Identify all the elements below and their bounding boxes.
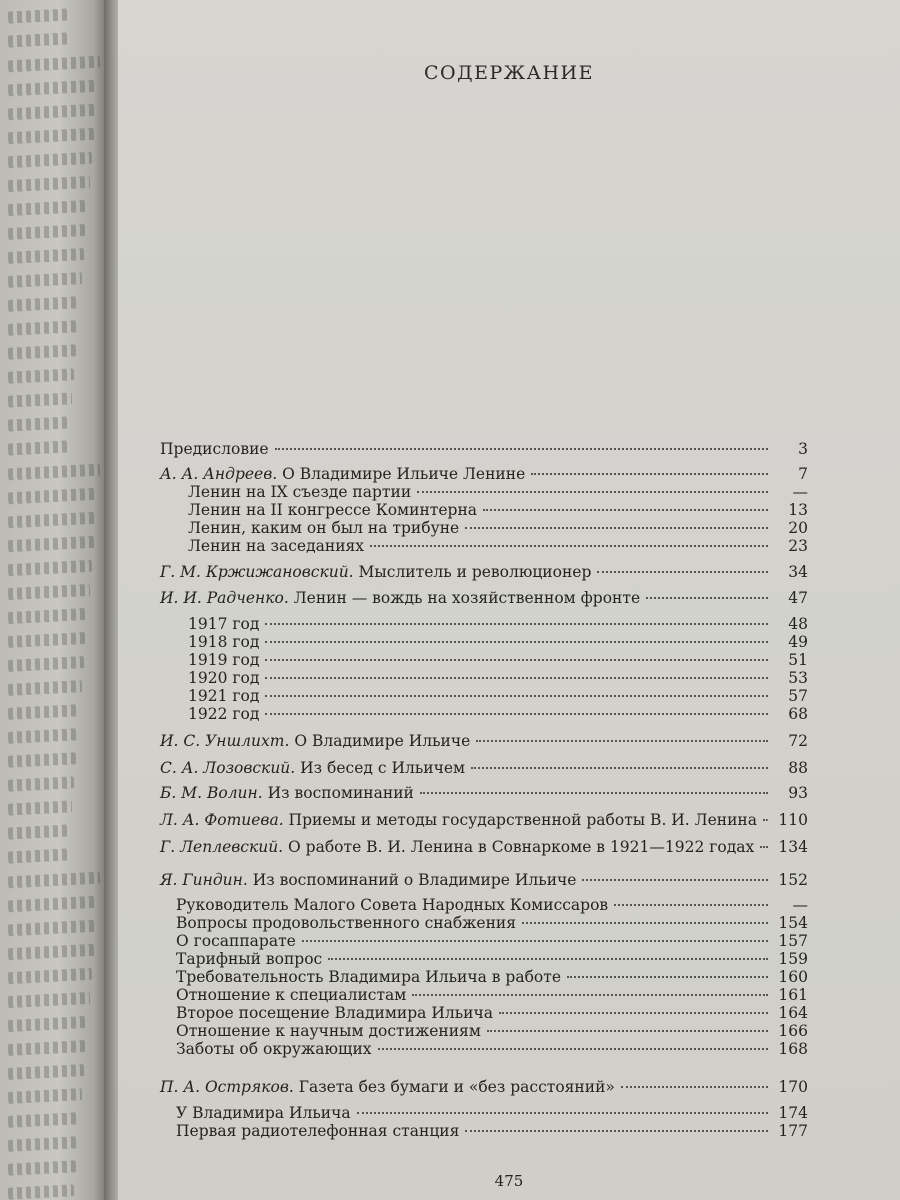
toc-entry-title	[160, 465, 525, 483]
toc-entry-text: О госаппарате	[176, 932, 296, 950]
facing-page-text-line	[8, 1016, 89, 1032]
facing-page-text-line	[8, 128, 95, 144]
toc-entry-title	[176, 914, 516, 932]
toc-entry-page: 177	[778, 1122, 808, 1140]
toc-leader-dots	[265, 694, 768, 697]
toc-leader-dots	[265, 676, 768, 679]
toc-entry	[188, 615, 808, 633]
toc-entry-page: 68	[788, 705, 808, 723]
toc-entry-text: 1922 год	[188, 705, 260, 723]
facing-page-text-line	[8, 200, 89, 216]
toc-entry-text: Ленин на заседаниях	[188, 537, 365, 555]
facing-page-text-line	[8, 512, 97, 529]
toc-entry-title	[160, 732, 470, 750]
toc-entry-page: 157	[778, 932, 808, 950]
toc-entry-author: Я. Гиндин.	[160, 871, 248, 889]
toc-entry-page: 72	[788, 732, 808, 750]
toc-entry-text: 1921 год	[188, 687, 260, 705]
toc-entry	[176, 950, 808, 968]
toc-entry-page: 20	[788, 519, 808, 537]
facing-page-text-line	[8, 896, 99, 913]
toc-entry-text: Приемы и методы государственной работы В. И. Ленина	[283, 811, 758, 829]
toc-leader-dots	[275, 447, 768, 450]
toc-entry-page: —	[792, 896, 808, 914]
toc-entry-author: С. А. Лозовский.	[160, 759, 296, 777]
toc-entry-title	[188, 519, 459, 537]
toc-entry-page: 53	[788, 669, 808, 687]
toc-entry-text: Заботы об окружающих	[176, 1040, 372, 1058]
toc-leader-dots	[597, 570, 768, 573]
toc-leader-dots	[567, 975, 768, 978]
facing-page-text-line	[8, 80, 99, 97]
toc-entry	[160, 759, 808, 777]
toc-leader-dots	[483, 508, 768, 511]
page-number: 475	[494, 1172, 524, 1190]
toc-entry-text: Из воспоминаний	[262, 784, 414, 802]
toc-entry-title	[188, 705, 259, 723]
toc-entry-page: 34	[788, 563, 808, 581]
toc-entry-text: Отношение к специалистам	[176, 986, 407, 1004]
facing-page-text-line	[8, 776, 75, 791]
toc-leader-dots	[582, 878, 768, 881]
toc-leader-dots	[465, 526, 768, 529]
toc-entry-page: 174	[778, 1104, 808, 1122]
facing-page-text-line	[8, 608, 89, 624]
toc-entry-title	[160, 440, 269, 458]
toc-entry-author: Л. А. Фотиева.	[160, 811, 284, 829]
toc-entry	[160, 784, 808, 802]
toc-leader-dots	[357, 1111, 768, 1114]
toc-leader-dots	[378, 1047, 768, 1050]
facing-page-text-line	[8, 104, 97, 121]
toc-entry-title	[176, 1122, 459, 1140]
facing-page-text-line	[8, 656, 85, 672]
toc-leader-dots	[412, 993, 768, 996]
toc-entry-title	[160, 589, 640, 607]
page-title: СОДЕРЖАНИЕ	[424, 62, 594, 84]
toc-entry-page: 170	[778, 1078, 808, 1096]
toc-leader-dots	[760, 845, 768, 848]
toc-entry-text: Газета без бумаги и «без расстояний»	[293, 1078, 615, 1096]
facing-page-text-line	[8, 728, 79, 744]
toc-entry-author: Б. М. Волин.	[160, 784, 263, 802]
toc-leader-dots	[499, 1011, 768, 1014]
facing-page-text-line	[8, 992, 91, 1008]
toc-entry-page: 159	[778, 950, 808, 968]
facing-page-text-line	[8, 56, 101, 73]
toc-entry-author: П. А. Остряков.	[160, 1078, 294, 1096]
toc-entry-page: 3	[798, 440, 808, 458]
toc-entry-page: 7	[798, 465, 808, 483]
facing-page-text-line	[8, 752, 77, 768]
toc-entry	[176, 986, 808, 1004]
toc-entry-title	[176, 932, 296, 950]
toc-entry-text: Вопросы продовольственного снабжения	[176, 914, 517, 932]
facing-page-text-line	[8, 1160, 77, 1176]
toc-leader-dots	[621, 1085, 768, 1088]
toc-entry-text: Тарифный вопрос	[176, 950, 323, 968]
table-of-contents	[118, 0, 900, 1200]
toc-entry-page: 166	[778, 1022, 808, 1040]
toc-entry-title	[176, 1040, 372, 1058]
toc-entry	[188, 651, 808, 669]
toc-entry-title	[188, 501, 477, 519]
facing-page-text-line	[8, 824, 71, 839]
facing-page-text-line	[8, 416, 71, 431]
toc-leader-dots	[420, 791, 768, 794]
toc-entry-text: 1917 год	[188, 615, 260, 633]
toc-leader-dots	[646, 596, 768, 599]
facing-page-text-line	[8, 176, 91, 192]
toc-entry-text: Ленин — вождь на хозяйственном фронте	[288, 589, 641, 607]
facing-page-text-line	[8, 584, 91, 600]
toc-entry-text: Мыслитель и революционер	[353, 563, 592, 581]
toc-entry-title	[176, 1022, 481, 1040]
facing-page-text-line	[8, 440, 69, 455]
toc-leader-dots	[265, 712, 768, 715]
contents-page	[118, 0, 900, 1200]
toc-entry	[176, 1104, 808, 1122]
toc-entry-author: И. И. Радченко.	[160, 589, 289, 607]
toc-entry-title	[160, 1078, 615, 1096]
toc-entry	[176, 1022, 808, 1040]
toc-leader-dots	[417, 490, 768, 493]
facing-page-text-line	[8, 32, 69, 47]
toc-leader-dots	[614, 903, 768, 906]
facing-page-text-line	[8, 944, 95, 960]
toc-entry-page: 160	[778, 968, 808, 986]
facing-page-text-line	[8, 632, 87, 648]
toc-entry	[188, 537, 808, 555]
facing-page-text-line	[8, 704, 81, 720]
facing-page-text-line	[8, 800, 73, 815]
toc-entry-text: Требовательность Владимира Ильича в работе	[176, 968, 561, 986]
toc-entry-title	[176, 1004, 493, 1022]
toc-entry-text: Из воспоминаний о Владимире Ильиче	[247, 871, 577, 889]
toc-entry	[160, 732, 808, 750]
toc-entry	[160, 1078, 808, 1096]
toc-entry-page: 164	[778, 1004, 808, 1022]
toc-entry-author: А. А. Андреев.	[160, 465, 278, 483]
toc-entry	[188, 519, 808, 537]
facing-page-text-line	[8, 344, 77, 360]
toc-entry	[176, 968, 808, 986]
toc-entry	[188, 705, 808, 723]
toc-entry	[160, 563, 808, 581]
toc-entry-title	[188, 537, 364, 555]
toc-entry-text: Отношение к научным достижениям	[176, 1022, 481, 1040]
toc-entry-title	[160, 811, 757, 829]
facing-page-text-line	[8, 152, 93, 168]
toc-leader-dots	[328, 957, 768, 960]
toc-leader-dots	[522, 921, 768, 924]
toc-entry-text: Первая радиотелефонная станция	[176, 1122, 460, 1140]
toc-entry-title	[160, 838, 754, 856]
toc-entry-page: 23	[788, 537, 808, 555]
toc-entry-page: 88	[788, 759, 808, 777]
facing-page-text-line	[8, 1184, 75, 1199]
facing-page-text-line	[8, 560, 93, 576]
toc-entry-text: О работе В. И. Ленина в Совнаркоме в 1921—1922 годах	[283, 838, 755, 856]
facing-page-text-line	[8, 968, 93, 984]
toc-entry-text: Второе посещение Владимира Ильича	[176, 1004, 493, 1022]
toc-entry-page: 152	[778, 871, 808, 889]
facing-page-text-line	[8, 488, 99, 505]
toc-entry	[160, 465, 808, 483]
toc-entry-author: И. С. Уншлихт.	[160, 732, 290, 750]
facing-page-text-line	[8, 1088, 83, 1104]
toc-entry-page: 49	[788, 633, 808, 651]
toc-leader-dots	[302, 939, 768, 942]
toc-entry-title	[176, 1104, 351, 1122]
toc-entry	[160, 440, 808, 458]
toc-entry	[160, 589, 808, 607]
facing-page-text-line	[8, 368, 75, 383]
toc-entry	[188, 687, 808, 705]
toc-entry	[188, 501, 808, 519]
toc-leader-dots	[487, 1029, 768, 1032]
facing-page-text-line	[8, 272, 83, 288]
facing-page-text-line	[8, 1136, 79, 1152]
toc-entry-title	[176, 950, 322, 968]
toc-leader-dots	[265, 658, 768, 661]
toc-entry-title	[188, 669, 259, 687]
facing-page-text-line	[8, 1040, 87, 1056]
toc-entry-text: О Владимире Ильиче Ленине	[277, 465, 526, 483]
toc-entry	[160, 871, 808, 889]
toc-entry-page: 134	[778, 838, 808, 856]
toc-entry-title	[160, 563, 591, 581]
toc-entry-title	[160, 759, 465, 777]
toc-entry-text: 1920 год	[188, 669, 260, 687]
toc-entry-page: 93	[788, 784, 808, 802]
facing-page	[0, 0, 106, 1200]
toc-entry-page: 168	[778, 1040, 808, 1058]
toc-leader-dots	[476, 739, 768, 742]
facing-page-text-line	[8, 1112, 81, 1128]
toc-entry-text: 1919 год	[188, 651, 260, 669]
toc-entry-title	[188, 687, 259, 705]
toc-entry-title	[176, 986, 406, 1004]
toc-entry	[176, 1040, 808, 1058]
toc-entry-title	[160, 784, 414, 802]
toc-entry-text: Ленин на II конгрессе Коминтерна	[188, 501, 478, 519]
toc-entry-text: Руководитель Малого Совета Народных Комиссаров	[176, 896, 609, 914]
facing-page-text-line	[8, 464, 101, 481]
facing-page-text-line	[8, 920, 97, 937]
facing-page-text-line	[8, 392, 73, 407]
toc-leader-dots	[370, 544, 768, 547]
toc-entry-page: —	[792, 483, 808, 501]
facing-page-text-line	[8, 224, 87, 240]
toc-leader-dots	[531, 472, 768, 475]
toc-entry-text: О Владимире Ильиче	[289, 732, 471, 750]
toc-entry	[176, 932, 808, 950]
toc-entry-page: 13	[788, 501, 808, 519]
toc-leader-dots	[265, 640, 768, 643]
toc-entry-author: Г. Леплевский.	[160, 838, 284, 856]
toc-entry	[176, 1122, 808, 1140]
toc-entry-page: 57	[788, 687, 808, 705]
toc-entry	[176, 896, 808, 914]
toc-entry-text: 1918 год	[188, 633, 260, 651]
toc-entry	[188, 669, 808, 687]
toc-entry	[176, 914, 808, 932]
toc-entry-page: 51	[788, 651, 808, 669]
toc-entry-author: Г. М. Кржижановский.	[160, 563, 354, 581]
toc-entry-page: 110	[778, 811, 808, 829]
toc-entry-text: Ленин на IX съезде партии	[188, 483, 412, 501]
facing-page-text-line	[8, 680, 83, 696]
toc-entry-title	[188, 633, 259, 651]
toc-entry-text: Ленин, каким он был на трибуне	[188, 519, 460, 537]
facing-page-text-line	[8, 848, 69, 863]
toc-entry	[188, 633, 808, 651]
facing-page-text-line	[8, 536, 95, 552]
toc-leader-dots	[471, 766, 768, 769]
toc-entry	[160, 811, 808, 829]
toc-entry	[188, 483, 808, 501]
toc-entry-title	[176, 896, 608, 914]
facing-page-text-line	[8, 320, 79, 336]
toc-entry-page: 154	[778, 914, 808, 932]
toc-entry	[160, 838, 808, 856]
toc-entry-title	[160, 871, 576, 889]
toc-entry	[176, 1004, 808, 1022]
toc-entry-title	[188, 615, 259, 633]
toc-entry-page: 48	[788, 615, 808, 633]
toc-leader-dots	[763, 818, 768, 821]
facing-page-text-line	[8, 872, 101, 889]
facing-page-text-line	[8, 8, 71, 23]
toc-entry-text: У Владимира Ильича	[176, 1104, 351, 1122]
toc-entry-title	[176, 968, 561, 986]
toc-entry-page: 161	[778, 986, 808, 1004]
facing-page-text-line	[8, 1064, 85, 1080]
toc-entry-title	[188, 651, 259, 669]
toc-entry-text: Предисловие	[160, 440, 269, 458]
toc-entry-text: Из бесед с Ильичем	[295, 759, 466, 777]
toc-leader-dots	[465, 1129, 768, 1132]
facing-page-text-line	[8, 296, 81, 312]
toc-leader-dots	[265, 622, 768, 625]
toc-entry-page: 47	[788, 589, 808, 607]
facing-page-text-line	[8, 248, 85, 264]
toc-entry-title	[188, 483, 411, 501]
